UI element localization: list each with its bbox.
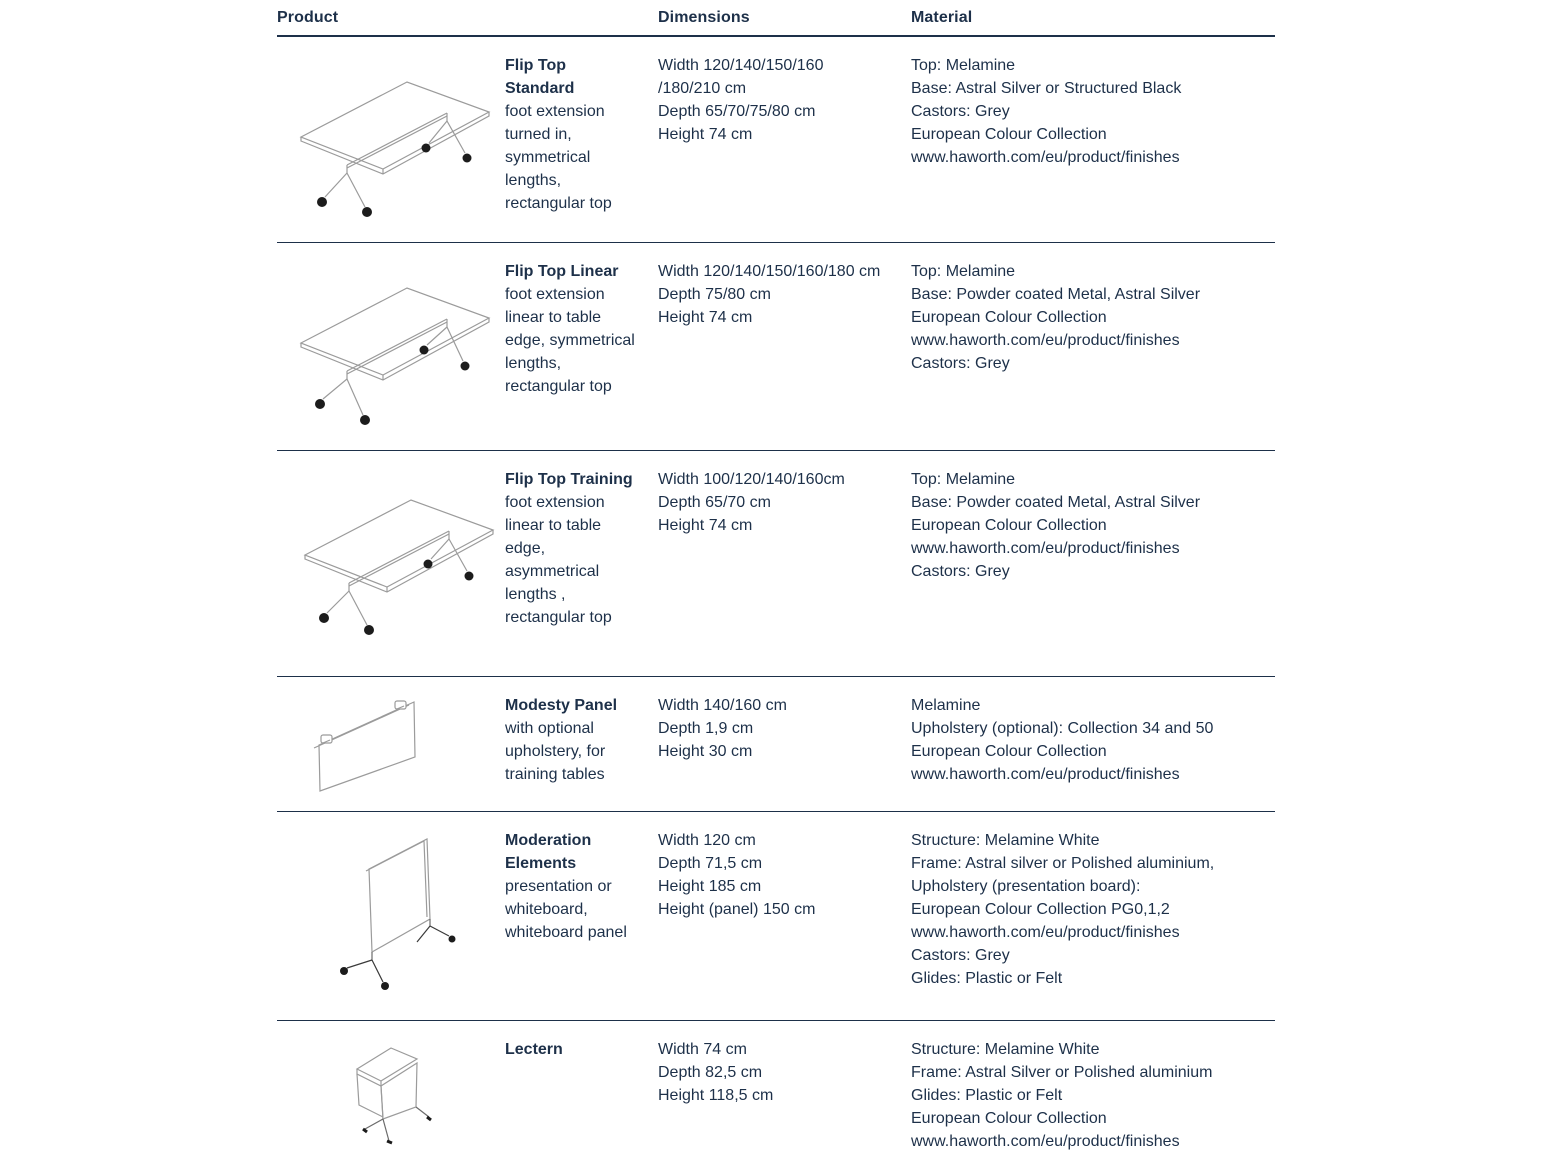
product-description: presentation or whiteboard, whiteboard panel bbox=[505, 878, 627, 941]
text-line: Height 30 cm bbox=[658, 743, 753, 760]
product-description: foot extension linear to table edge, symmetrical lengths, rectangular top bbox=[505, 286, 635, 395]
product-name: Flip Top Standard bbox=[505, 57, 575, 97]
text-line: Height 74 cm bbox=[658, 126, 753, 143]
text-line: Upholstery (optional): Collection 34 and 50 bbox=[911, 720, 1214, 737]
product-name-cell bbox=[505, 677, 658, 811]
text-line: www.haworth.com/eu/product/finishes bbox=[911, 924, 1180, 941]
product-name-cell bbox=[505, 451, 658, 676]
table-row bbox=[277, 677, 1275, 812]
text-line: /180/210 cm bbox=[658, 80, 747, 97]
text-line: European Colour Collection bbox=[911, 517, 1107, 534]
text-line: www.haworth.com/eu/product/finishes bbox=[911, 766, 1180, 783]
text-line: Structure: Melamine White bbox=[911, 1041, 1100, 1058]
text-line: Castors: Grey bbox=[911, 103, 1010, 120]
column-header-material: Material bbox=[911, 9, 973, 26]
column-header-product: Product bbox=[277, 9, 339, 26]
text-line: Depth 65/70/75/80 cm bbox=[658, 103, 816, 120]
text-line: Height (panel) 150 cm bbox=[658, 901, 816, 918]
text-line: Base: Powder coated Metal, Astral Silver bbox=[911, 286, 1201, 303]
text-line: Frame: Astral silver or Polished aluminium, bbox=[911, 855, 1215, 872]
materials-cell bbox=[911, 1021, 1275, 1161]
lectern-drawing bbox=[327, 1033, 477, 1155]
text-line: Castors: Grey bbox=[911, 355, 1010, 372]
text-line: Height 185 cm bbox=[658, 878, 762, 895]
text-line: European Colour Collection PG0,1,2 bbox=[911, 901, 1170, 918]
dimensions-cell bbox=[658, 1021, 911, 1161]
text-line: Width 120/140/150/160/180 cm bbox=[658, 263, 881, 280]
product-figure bbox=[277, 37, 505, 242]
column-header-dimensions: Dimensions bbox=[658, 9, 750, 26]
table-header-row bbox=[277, 0, 1275, 37]
dimensions-cell bbox=[658, 677, 911, 811]
text-line: Depth 65/70 cm bbox=[658, 494, 771, 511]
product-name-cell bbox=[505, 37, 658, 242]
text-line: Depth 82,5 cm bbox=[658, 1064, 763, 1081]
text-line: Glides: Plastic or Felt bbox=[911, 1087, 1063, 1104]
table-row bbox=[277, 1021, 1275, 1161]
product-name-cell bbox=[505, 243, 658, 450]
dimensions-cell bbox=[658, 243, 911, 450]
text-line: Frame: Astral Silver or Polished aluminium bbox=[911, 1064, 1213, 1081]
product-name: Lectern bbox=[505, 1041, 563, 1058]
materials-cell bbox=[911, 243, 1275, 450]
dimensions-cell bbox=[658, 37, 911, 242]
text-line: Width 120 cm bbox=[658, 832, 756, 849]
product-figure bbox=[277, 1021, 505, 1161]
text-line: Top: Melamine bbox=[911, 57, 1016, 74]
product-name: Modesty Panel bbox=[505, 697, 618, 714]
table-row bbox=[277, 243, 1275, 451]
text-line: Top: Melamine bbox=[911, 471, 1016, 488]
text-line: European Colour Collection bbox=[911, 1110, 1107, 1127]
text-line: Structure: Melamine White bbox=[911, 832, 1100, 849]
materials-cell bbox=[911, 677, 1275, 811]
flip-top-training-table-drawing bbox=[289, 479, 499, 637]
text-line: Depth 71,5 cm bbox=[658, 855, 763, 872]
text-line: www.haworth.com/eu/product/finishes bbox=[911, 540, 1180, 557]
text-line: Depth 75/80 cm bbox=[658, 286, 771, 303]
text-line: Glides: Plastic or Felt bbox=[911, 970, 1063, 987]
product-name: Flip Top Training bbox=[505, 471, 633, 488]
text-line: European Colour Collection bbox=[911, 743, 1107, 760]
text-line: Width 140/160 cm bbox=[658, 697, 787, 714]
product-description: foot extension turned in, symmetrical lengths, rectangular top bbox=[505, 103, 612, 212]
table-row bbox=[277, 37, 1275, 243]
text-line: Melamine bbox=[911, 697, 981, 714]
text-line: Height 74 cm bbox=[658, 517, 753, 534]
product-figure bbox=[277, 677, 505, 811]
text-line: Castors: Grey bbox=[911, 563, 1010, 580]
text-line: European Colour Collection bbox=[911, 309, 1107, 326]
product-description: foot extension linear to table edge, asymmetrical lengths , rectangular top bbox=[505, 494, 612, 626]
text-line: Base: Powder coated Metal, Astral Silver bbox=[911, 494, 1201, 511]
materials-cell bbox=[911, 451, 1275, 676]
text-line: Top: Melamine bbox=[911, 263, 1016, 280]
product-figure bbox=[277, 812, 505, 1020]
product-spec-table bbox=[277, 0, 1275, 1161]
text-line: Base: Astral Silver or Structured Black bbox=[911, 80, 1182, 97]
product-name: Flip Top Linear bbox=[505, 263, 619, 280]
dimensions-cell bbox=[658, 812, 911, 1020]
flip-top-standard-table-drawing bbox=[289, 65, 499, 223]
text-line: www.haworth.com/eu/product/finishes bbox=[911, 1133, 1180, 1150]
text-line: Height 74 cm bbox=[658, 309, 753, 326]
product-name: Moderation Elements bbox=[505, 832, 592, 872]
product-description: with optional upholstery, for training tables bbox=[505, 720, 606, 783]
text-line: Height 118,5 cm bbox=[658, 1087, 774, 1104]
moderation-elements-drawing bbox=[317, 824, 477, 994]
text-line: Width 100/120/140/160cm bbox=[658, 471, 845, 488]
text-line: Upholstery (presentation board): bbox=[911, 878, 1141, 895]
table-row bbox=[277, 451, 1275, 677]
text-line: Depth 1,9 cm bbox=[658, 720, 754, 737]
product-figure bbox=[277, 451, 505, 676]
modesty-panel-drawing bbox=[299, 693, 499, 801]
text-line: www.haworth.com/eu/product/finishes bbox=[911, 149, 1180, 166]
text-line: Width 120/140/150/160 bbox=[658, 57, 824, 74]
product-name-cell bbox=[505, 812, 658, 1020]
text-line: Width 74 cm bbox=[658, 1041, 747, 1058]
materials-cell bbox=[911, 37, 1275, 242]
materials-cell bbox=[911, 812, 1275, 1020]
product-name-cell bbox=[505, 1021, 658, 1161]
product-figure bbox=[277, 243, 505, 450]
dimensions-cell bbox=[658, 451, 911, 676]
flip-top-linear-table-drawing bbox=[289, 271, 499, 429]
text-line: Castors: Grey bbox=[911, 947, 1010, 964]
table-row bbox=[277, 812, 1275, 1021]
text-line: European Colour Collection bbox=[911, 126, 1107, 143]
text-line: www.haworth.com/eu/product/finishes bbox=[911, 332, 1180, 349]
